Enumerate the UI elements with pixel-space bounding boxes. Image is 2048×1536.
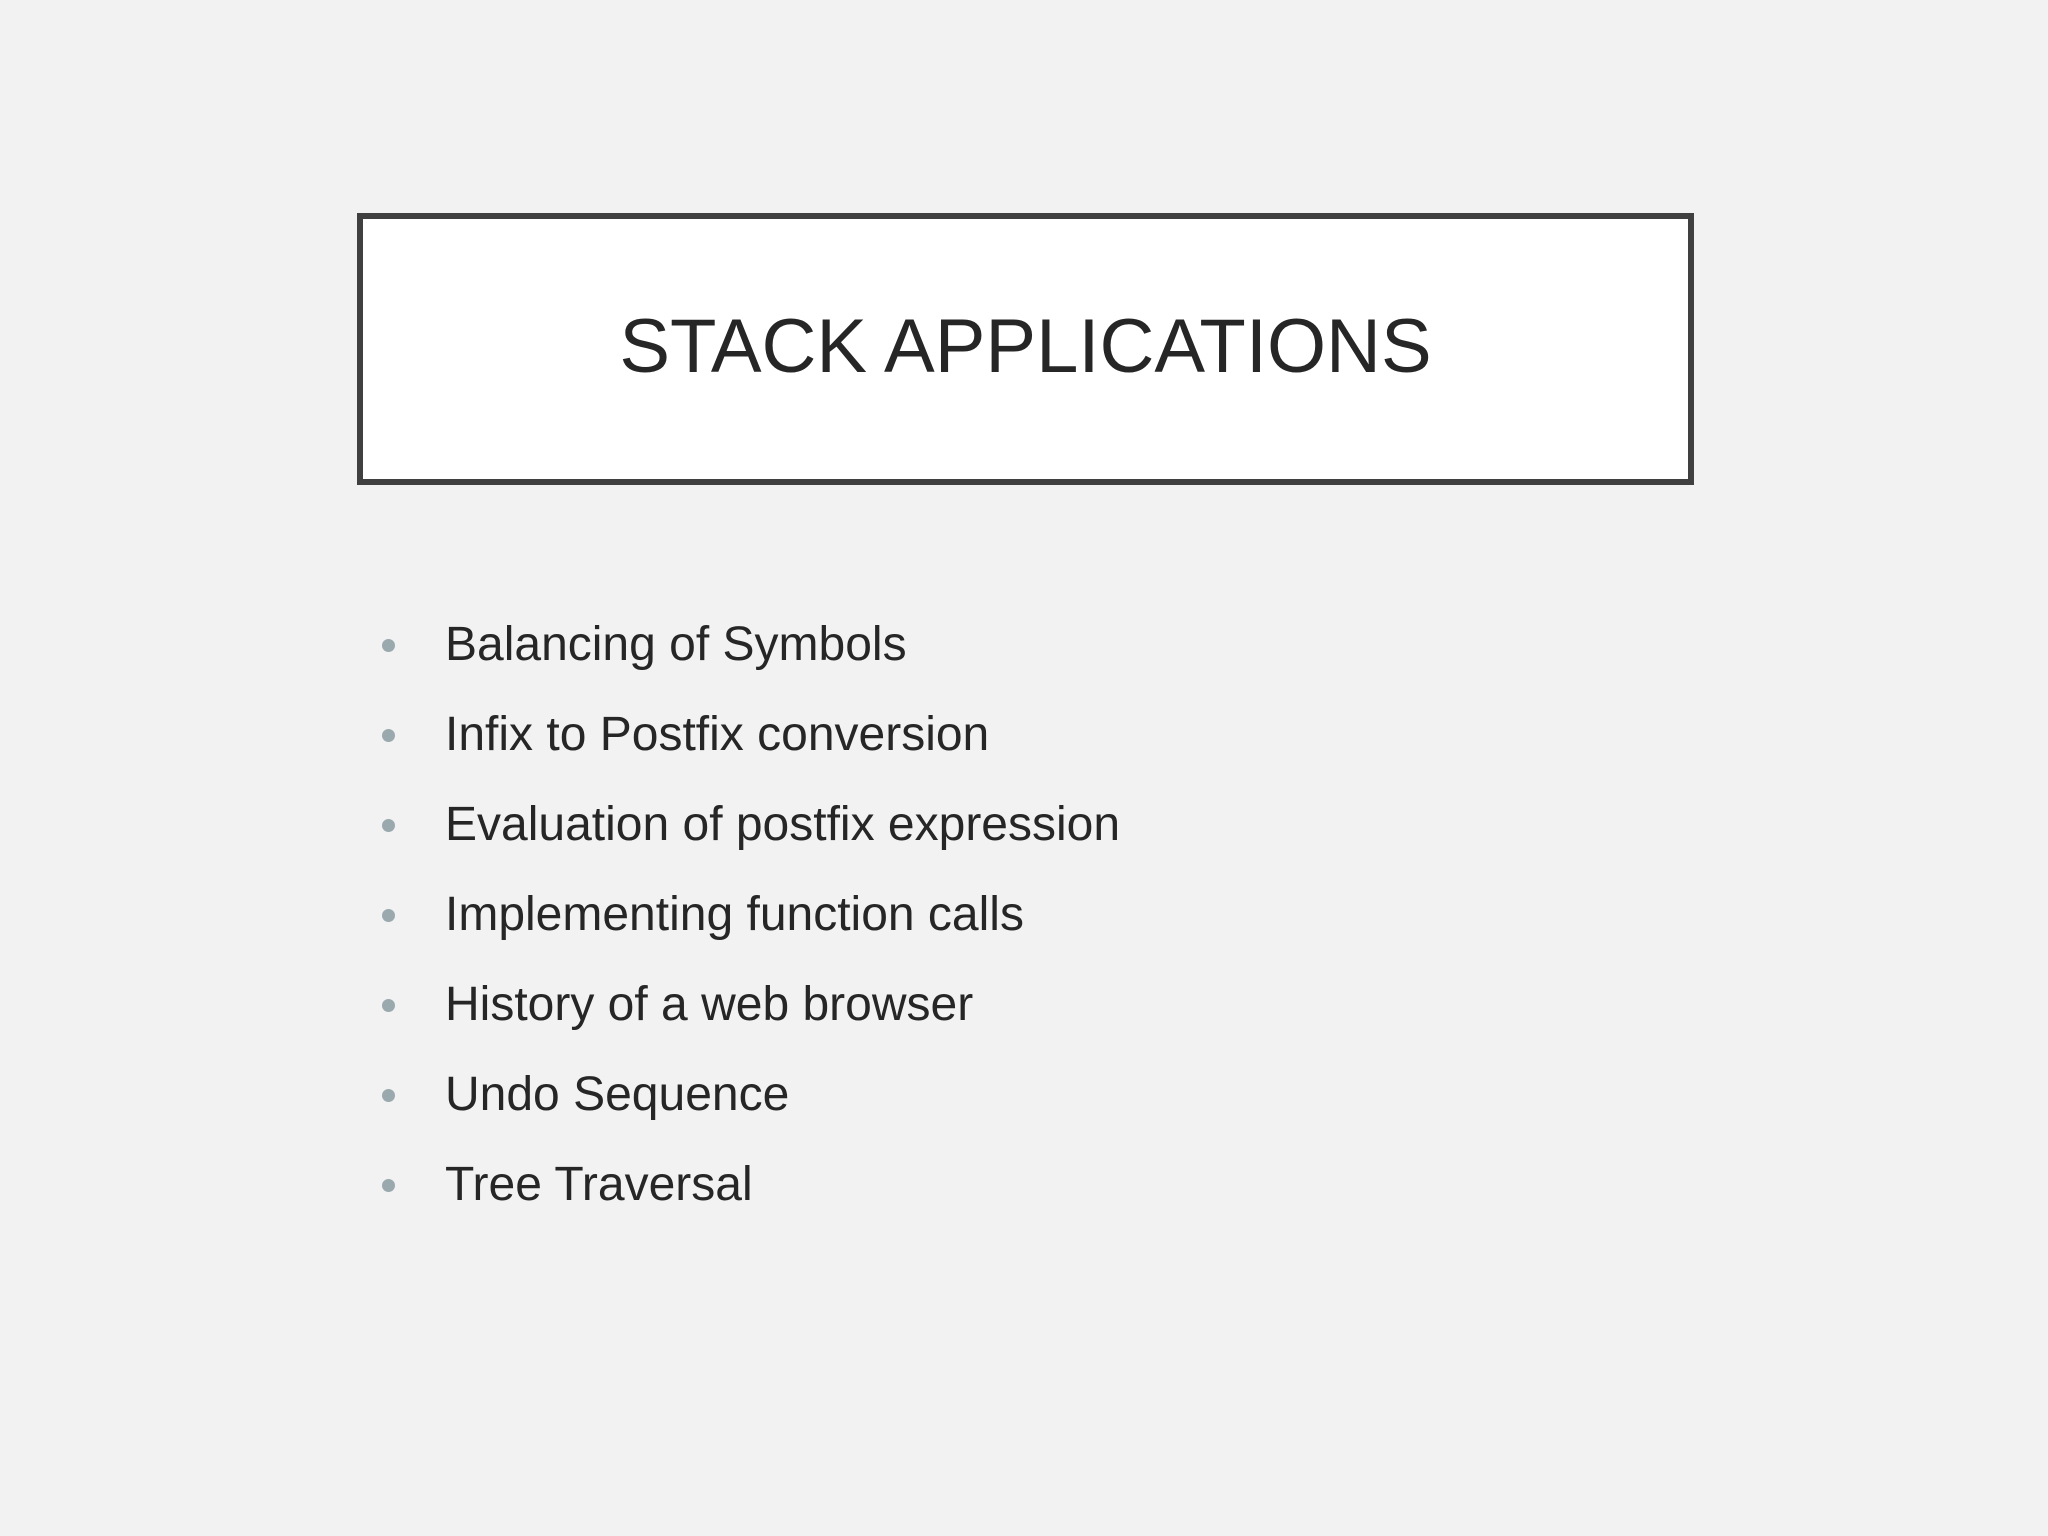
list-item [370,690,1120,780]
list-item [370,960,1120,1050]
bullet-dot-icon [382,729,395,742]
bullet-text: Tree Traversal [445,1158,753,1211]
bullet-text: Balancing of Symbols [445,618,907,671]
list-item [370,1050,1120,1140]
bullet-text: Undo Sequence [445,1068,790,1121]
bullet-text: History of a web browser [445,978,974,1031]
bullet-dot-icon [382,999,395,1012]
list-item [370,870,1120,960]
title-box [357,213,1694,485]
bullet-dot-icon [382,909,395,922]
slide-title: STACK APPLICATIONS [619,304,1432,389]
bullet-text: Evaluation of postfix expression [445,798,1121,851]
bullet-dot-icon [382,1179,395,1192]
bullet-dot-icon [382,819,395,832]
bullet-dot-icon [382,1089,395,1102]
list-item [370,780,1120,870]
bullet-text: Infix to Postfix conversion [445,708,990,761]
list-item [370,1140,1120,1230]
bullet-text: Implementing function calls [445,888,1024,941]
list-item [370,600,1120,690]
bullet-list [370,600,1120,1230]
bullet-dot-icon [382,639,395,652]
